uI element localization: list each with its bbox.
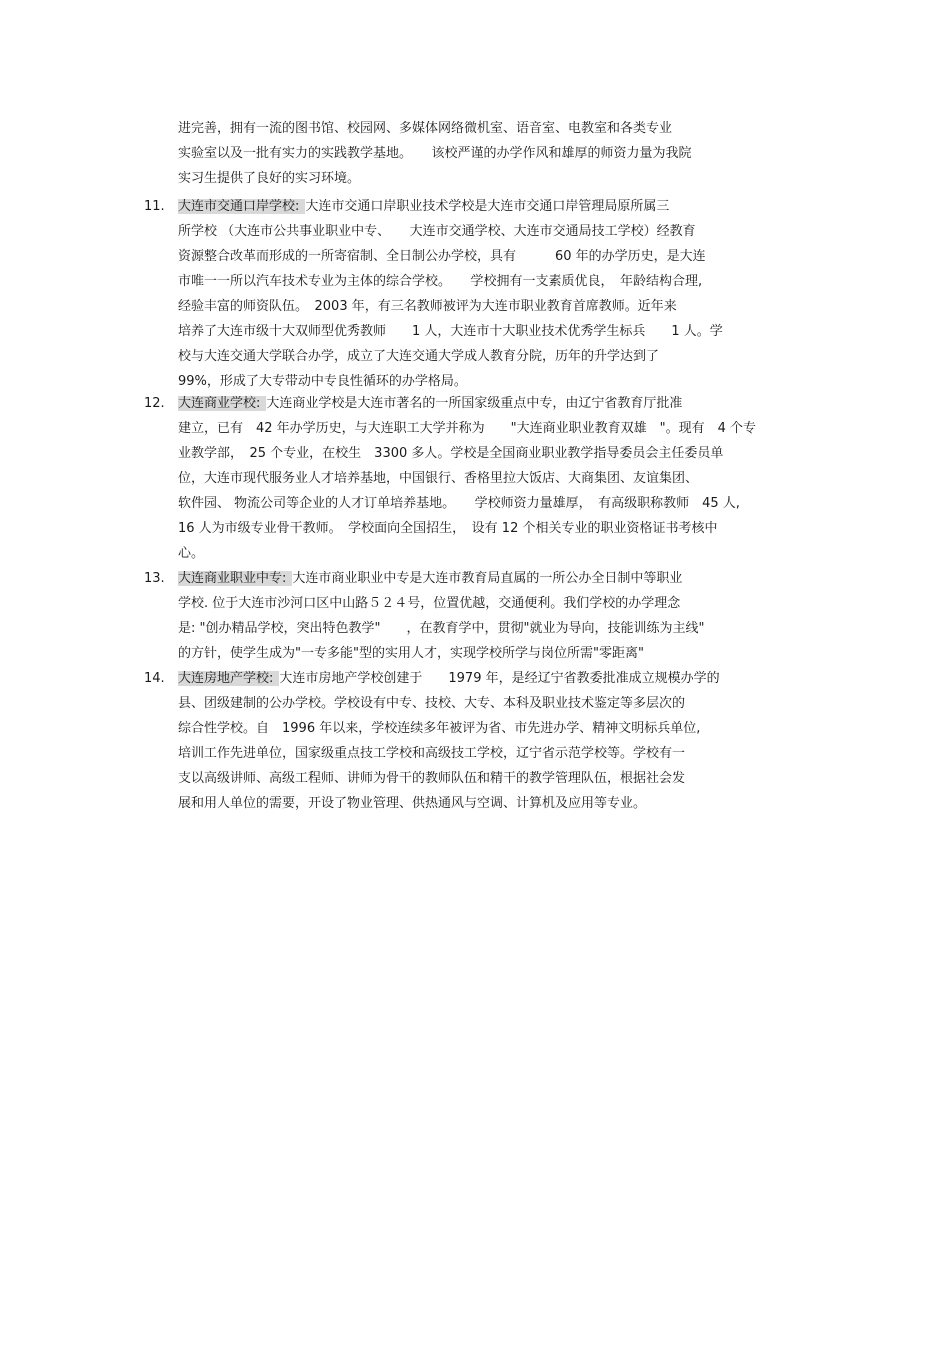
school-name-highlight: 大连房地产学校: (178, 671, 279, 686)
item-body (178, 391, 808, 566)
item-body (178, 566, 808, 666)
item-number: 13. (144, 571, 165, 586)
item-number: 12. (144, 396, 165, 411)
school-name-highlight: 大连市交通口岸学校: (178, 199, 305, 214)
text-line: 展和用人单位的需要，开设了物业管理、供热通风与空调、计算机及应用等专业。 (178, 796, 647, 811)
text-line: 心。 (178, 546, 205, 561)
text-line: 培养了大连市级十大双师型优秀教师 1 人，大连市十大职业技术优秀学生标兵 1 人。学 (178, 324, 723, 339)
text-line: 所学校 （大连市公共事业职业中专、 大连市交通学校、大连市交通局技工学校）经教育 (178, 224, 696, 239)
item-number: 11. (144, 199, 165, 214)
text-line: 市唯一一所以汽车技术专业为主体的综合学校。 学校拥有一支素质优良， 年龄结构合理, (178, 274, 703, 289)
text-line: 建立，已有 42 年办学历史，与大连职工大学并称为 "大连商业职业教育双雄 "。现有 4 个专 (178, 421, 757, 436)
text-line: 培训工作先进单位，国家级重点技工学校和高级技工学校，辽宁省示范学校等。学校有一 (178, 746, 686, 761)
intro-paragraph (178, 116, 808, 191)
item-first-text: 大连商业学校是大连市著名的一所国家级重点中专，由辽宁省教育厅批准 (266, 396, 683, 411)
item-first-text: 大连市交通口岸职业技术学校是大连市交通口岸管理局原所属三 (305, 199, 670, 214)
text-line: 学校. 位于大连市沙河口区中山路５２４号，位置优越，交通便利。我们学校的办学理念 (178, 596, 681, 611)
item-first-text: 大连市房地产学校创建于 1979 年，是经辽宁省教委批准成立规模办学的 (279, 671, 720, 686)
text-line: 实验室以及一批有实力的实践教学基地。 该校严谨的办学作风和雄厚的师资力量为我院 (178, 146, 692, 161)
text-line (178, 194, 808, 219)
text-line (178, 666, 808, 691)
text-line: 实习生提供了良好的实习环境。 (178, 171, 361, 186)
text-line: 县、团级建制的公办学校。学校设有中专、技校、大专、本科及职业技术鉴定等多层次的 (178, 696, 686, 711)
text-line: 是: "创办精品学校，突出特色教学" ，在教育学中，贯彻"就业为导向，技能训练为主线" (178, 621, 705, 636)
school-name-highlight: 大连商业学校: (178, 396, 266, 411)
text-line (178, 391, 808, 416)
item-body (178, 666, 808, 816)
item-first-text: 大连市商业职业中专是大连市教育局直属的一所公办全日制中等职业 (292, 571, 683, 586)
item-number: 14. (144, 671, 165, 686)
text-line: 软件园、 物流公司等企业的人才订单培养基地。 学校师资力量雄厚， 有高级职称教师 45 人, (178, 496, 740, 511)
text-line: 校与大连交通大学联合办学，成立了大连交通大学成人教育分院，历年的升学达到了 (178, 349, 660, 364)
text-line: 支以高级讲师、高级工程师、讲师为骨干的教师队伍和精干的教学管理队伍，根据社会发 (178, 771, 686, 786)
text-line (178, 566, 808, 591)
text-line: 业教学部， 25 个专业，在校生 3300 多人。学校是全国商业职业教学指导委员会主任委员单 (178, 446, 724, 461)
text-line: 经验丰富的师资队伍。 2003 年，有三名教师被评为大连市职业教育首席教师。近年来 (178, 299, 677, 314)
text-line: 16 人为市级专业骨干教师。 学校面向全国招生， 设有 12 个相关专业的职业资格证书考核中 (178, 521, 718, 536)
text-line: 的方针，使学生成为"一专多能"型的实用人才，实现学校所学与岗位所需"零距离" (178, 646, 644, 661)
text-line: 进完善，拥有一流的图书馆、校园网、多媒体网络微机室、语音室、电教室和各类专业 (178, 121, 673, 136)
school-name-highlight: 大连商业职业中专: (178, 571, 292, 586)
text-line: 综合性学校。自 1996 年以来，学校连续多年被评为省、市先进办学、精神文明标兵单位, (178, 721, 701, 736)
text-line: 99%，形成了大专带动中专良性循环的办学格局。 (178, 374, 467, 389)
text-line: 资源整合改革而形成的一所寄宿制、全日制公办学校，具有 60 年的办学历史，是大连 (178, 249, 706, 264)
item-body (178, 194, 808, 394)
text-line: 位，大连市现代服务业人才培养基地，中国银行、香格里拉大饭店、大商集团、友谊集团、 (178, 471, 699, 486)
